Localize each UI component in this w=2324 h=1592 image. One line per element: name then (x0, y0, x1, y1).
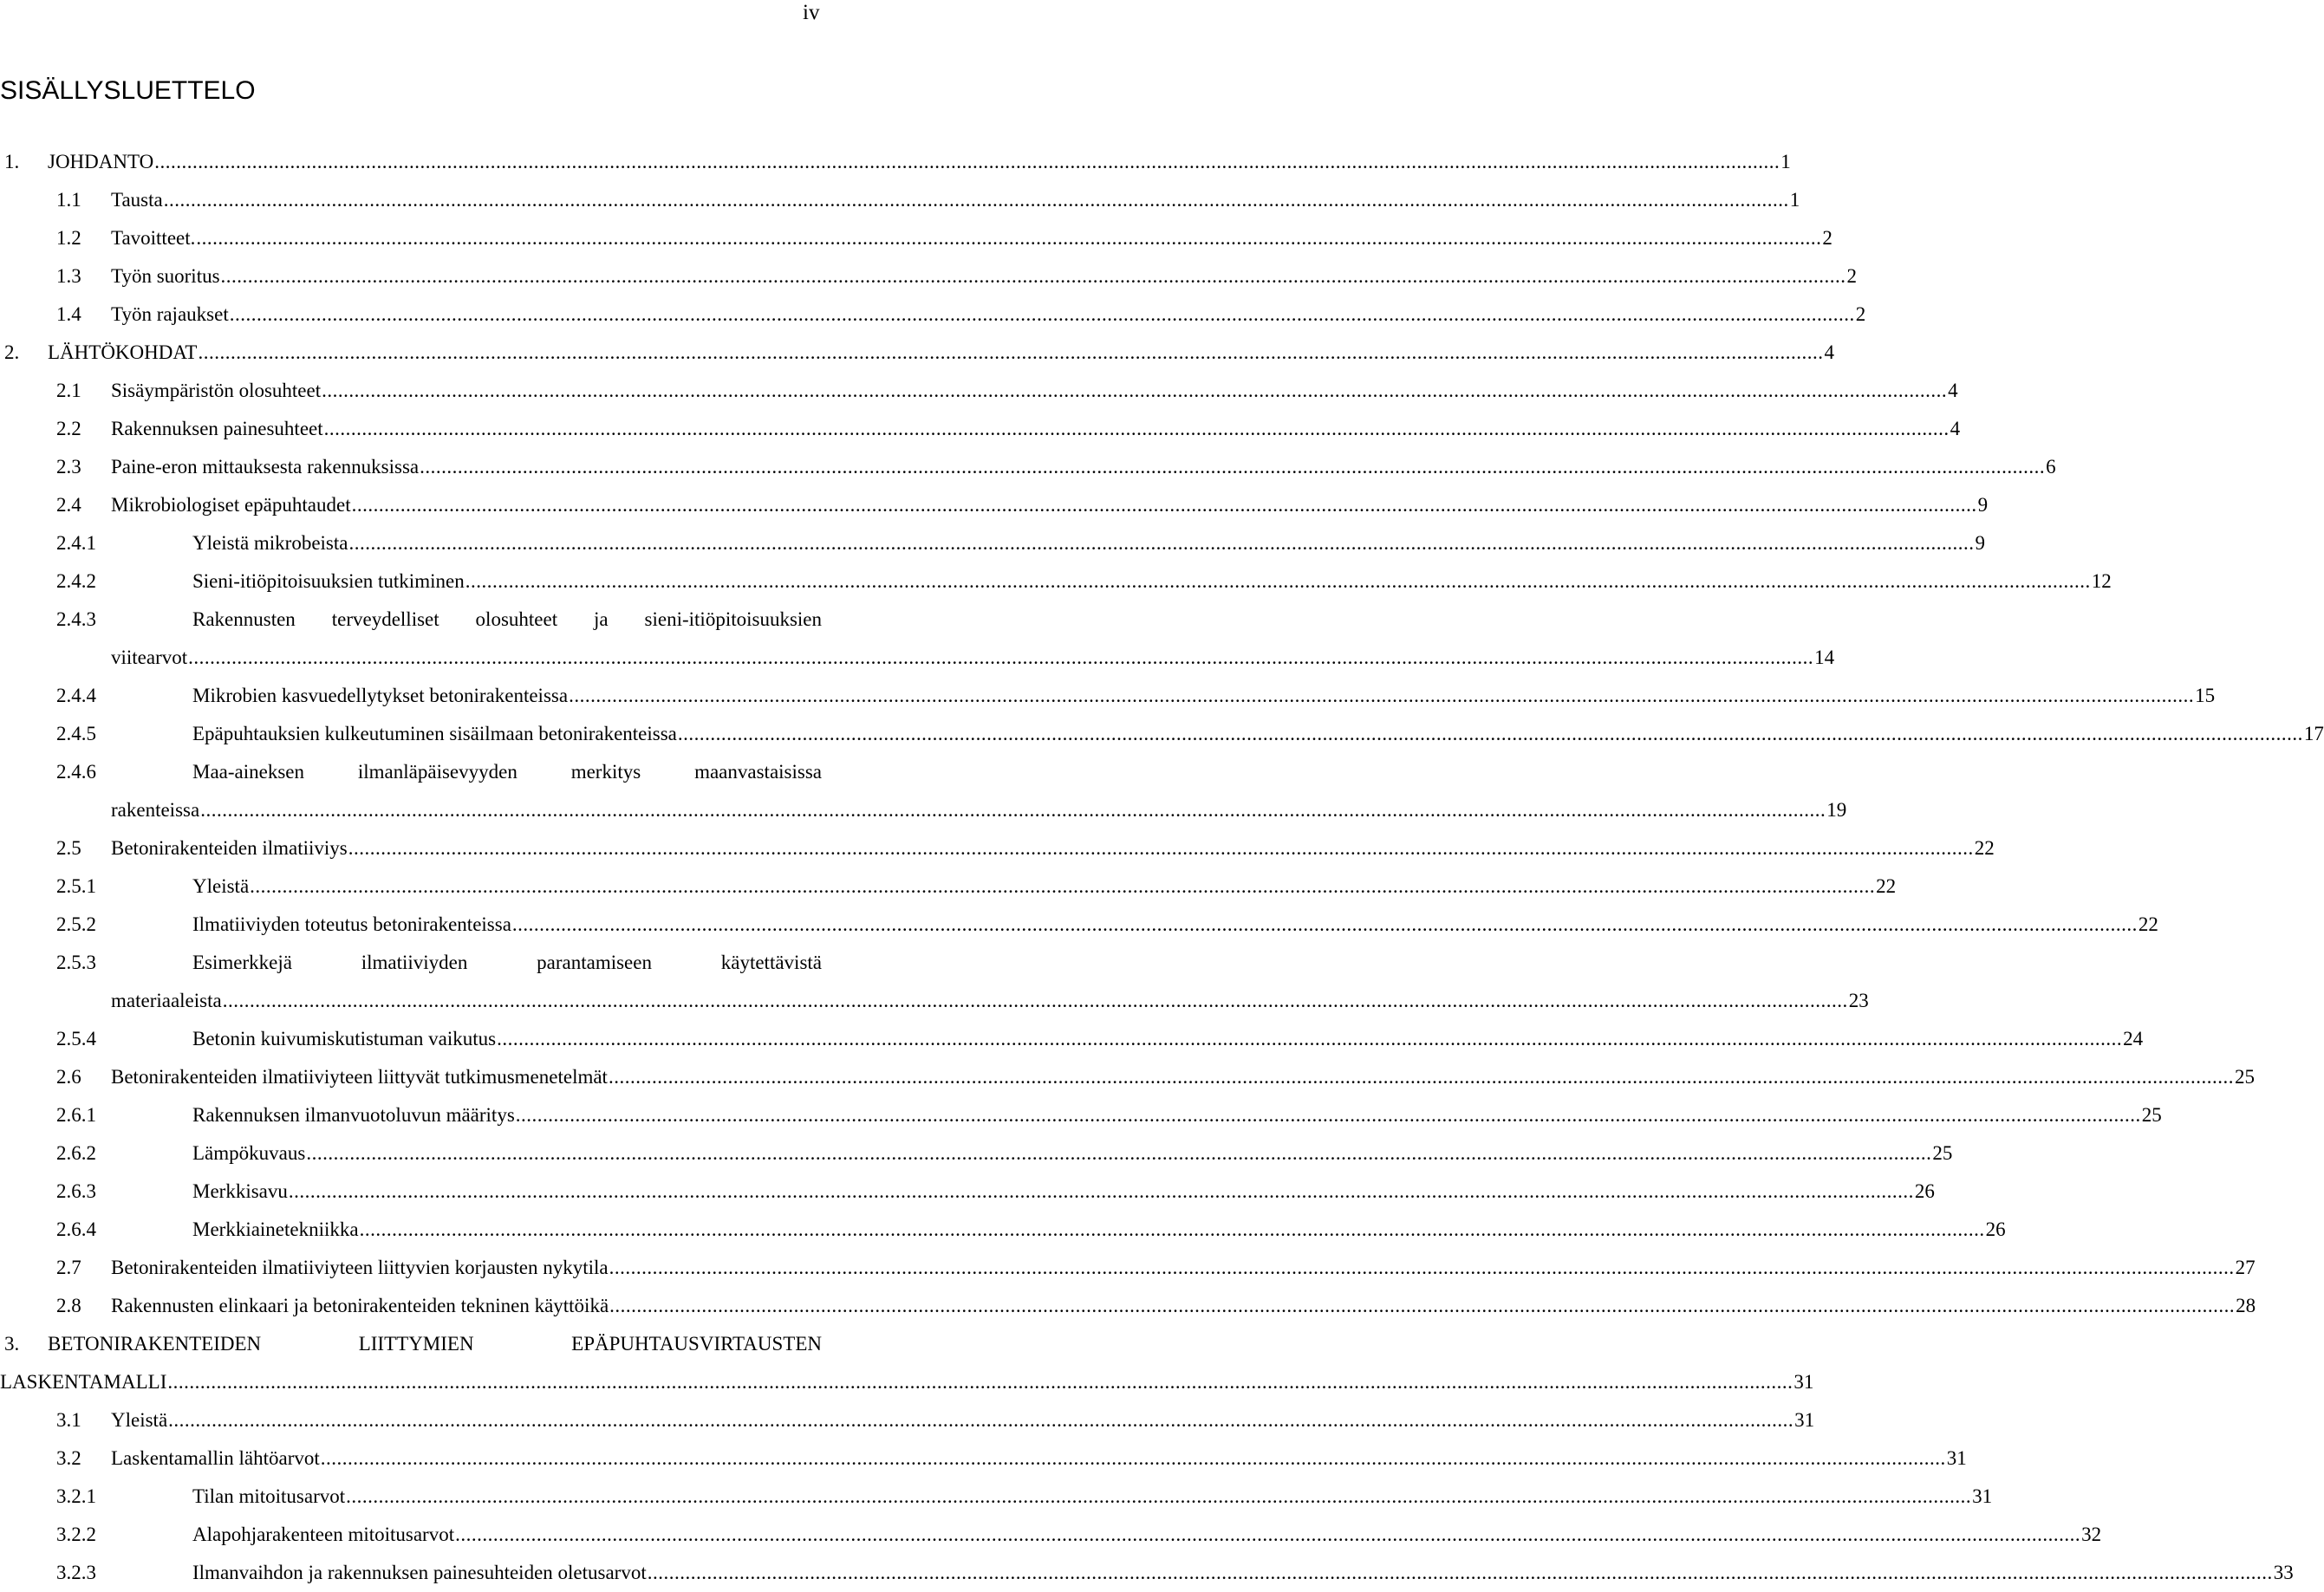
toc-entry[interactable] (0, 677, 2216, 715)
toc-entry-number: 2.5.3 (56, 952, 96, 973)
toc-leader-dots: ............................................................................................................................................................................................................................................................................................................ (351, 494, 1977, 516)
toc-entry-number: 3.2.1 (56, 1485, 96, 1507)
table-of-contents (0, 143, 2324, 1592)
toc-leader-dots: ............................................................................................................................................................................................................................................................................................................ (200, 799, 1826, 821)
toc-entry-number: 2.6.3 (56, 1180, 96, 1202)
toc-leader-dots: ............................................................................................................................................................................................................................................................................................................ (167, 1371, 1793, 1393)
toc-page-number: 24 (2123, 1028, 2144, 1049)
toc-entry-number: 2.6.4 (56, 1218, 96, 1240)
toc-leader-dots: ............................................................................................................................................................................................................................................................................................................ (348, 532, 1975, 554)
toc-entry[interactable] (0, 334, 1834, 372)
toc-entry-title: Tausta (111, 189, 163, 211)
toc-leader-dots: ............................................................................................................................................................................................................................................................................................................ (154, 151, 1780, 172)
toc-entry-title: materiaaleista (111, 990, 222, 1011)
toc-entry[interactable] (0, 1211, 2006, 1249)
toc-entry[interactable] (0, 219, 1833, 257)
toc-entry-title: JOHDANTO (48, 151, 154, 172)
toc-page-number: 19 (1826, 799, 1847, 821)
toc-entry-number: 3.2.2 (56, 1524, 96, 1545)
toc-entry[interactable] (0, 296, 1866, 334)
toc-leader-dots: ............................................................................................................................................................................................................................................................................................................ (511, 913, 2138, 935)
toc-leader-dots: ............................................................................................................................................................................................................................................................................................................ (677, 723, 2303, 744)
toc-entry[interactable] (0, 1401, 1815, 1439)
toc-entry-title: Mikrobiologiset epäpuhtaudet (111, 494, 351, 516)
toc-leader-dots: ............................................................................................................................................................................................................................................................................................................ (609, 1257, 2235, 1278)
toc-entry[interactable] (0, 944, 822, 982)
toc-leader-dots: ............................................................................................................................................................................................................................................................................................................ (455, 1524, 2081, 1545)
toc-entry-number: 1.1 (56, 189, 81, 211)
toc-entry-title: BETONIRAKENTEIDEN LIITTYMIEN EPÄPUHTAUSVIRTAUSTEN (48, 1333, 822, 1355)
toc-entry-title: Rakennuksen painesuhteet (111, 418, 323, 439)
toc-entry[interactable] (0, 1325, 822, 1363)
toc-entry-number: 1. (4, 151, 20, 172)
toc-entry[interactable] (0, 372, 1958, 410)
toc-entry[interactable] (0, 257, 1858, 296)
toc-page-number: 15 (2195, 685, 2216, 706)
toc-entry-number: 1.4 (56, 303, 81, 325)
toc-entry-number: 3.2.3 (56, 1562, 96, 1583)
toc-entry-title: LÄHTÖKOHDAT (48, 341, 198, 363)
toc-leader-dots: ............................................................................................................................................................................................................................................................................................................ (168, 1409, 1794, 1431)
toc-entry[interactable] (0, 1020, 2144, 1058)
toc-entry-number: 2.4.1 (56, 532, 96, 554)
toc-entry[interactable] (0, 1134, 1953, 1173)
toc-entry[interactable] (0, 753, 822, 791)
toc-entry[interactable] (0, 1363, 1814, 1401)
toc-entry-title: Lämpökuvaus (192, 1142, 306, 1164)
toc-entry[interactable] (0, 829, 1995, 867)
toc-entry-title: Alapohjarakenteen mitoitusarvot (192, 1524, 455, 1545)
toc-entry-number: 2.4.4 (56, 685, 96, 706)
toc-entry-number: 2.4.5 (56, 723, 96, 744)
page-title: SISÄLLYSLUETTELO (0, 76, 256, 105)
toc-leader-dots: ............................................................................................................................................................................................................................................................................................................ (569, 685, 2195, 706)
toc-entry-title: Rakennusten elinkaari ja betonirakenteiden tekninen käyttöikä (111, 1295, 609, 1316)
toc-entry-title: Sisäympäristön olosuhteet (111, 380, 322, 401)
toc-entry-title: Betonirakenteiden ilmatiiviys (111, 837, 348, 859)
toc-entry-title: Tilan mitoitusarvot (192, 1485, 346, 1507)
toc-entry[interactable] (0, 1516, 2102, 1554)
toc-page-number: 14 (1814, 647, 1835, 668)
toc-entry-number: 2.8 (56, 1295, 81, 1316)
toc-entry[interactable] (0, 1554, 2294, 1592)
toc-leader-dots: ............................................................................................................................................................................................................................................................................................................ (229, 303, 1855, 325)
toc-leader-dots: ............................................................................................................................................................................................................................................................................................................ (198, 341, 1824, 363)
toc-entry-title: Merkkisavu (192, 1180, 288, 1202)
toc-page-number: 27 (2235, 1257, 2256, 1278)
toc-entry-number: 2. (4, 341, 20, 363)
toc-leader-dots: ............................................................................................................................................................................................................................................................................................................ (222, 990, 1848, 1011)
toc-entry-title: Laskentamallin lähtöarvot (111, 1447, 320, 1469)
toc-entry-number: 2.6.1 (56, 1104, 96, 1126)
toc-entry-number: 2.3 (56, 456, 81, 478)
toc-page-number: 25 (1932, 1142, 1953, 1164)
toc-entry-number: 2.5.4 (56, 1028, 96, 1049)
toc-entry-title: Yleistä (192, 875, 250, 897)
toc-leader-dots: ............................................................................................................................................................................................................................................................................................................ (250, 875, 1876, 897)
toc-leader-dots: ............................................................................................................................................................................................................................................................................................................ (188, 647, 1814, 668)
toc-page-number: 22 (1974, 837, 1995, 859)
toc-entry[interactable] (0, 982, 1869, 1020)
toc-entry-number: 2.7 (56, 1257, 81, 1278)
toc-entry-title: Betonirakenteiden ilmatiiviyteen liittyvät tutkimusmenetelmät (111, 1066, 608, 1088)
toc-page-number: 25 (2141, 1104, 2162, 1126)
toc-entry[interactable] (0, 1439, 1967, 1478)
toc-leader-dots: ............................................................................................................................................................................................................................................................................................................ (220, 265, 1846, 287)
toc-entry[interactable] (0, 1249, 2256, 1287)
toc-entry[interactable] (0, 1173, 1935, 1211)
toc-entry[interactable] (0, 562, 2112, 601)
toc-entry-title: Yleistä mikrobeista (192, 532, 348, 554)
toc-page-number: 23 (1848, 990, 1869, 1011)
toc-entry-title: viitearvot (111, 647, 188, 668)
toc-entry[interactable] (0, 906, 2158, 944)
toc-entry-title: Betonirakenteiden ilmatiiviyteen liittyvien korjausten nykytila (111, 1257, 609, 1278)
toc-entry[interactable] (0, 448, 2056, 486)
toc-leader-dots: ............................................................................................................................................................................................................................................................................................................ (306, 1142, 1932, 1164)
toc-entry[interactable] (0, 1058, 2255, 1096)
toc-entry-number: 2.1 (56, 380, 81, 401)
toc-entry[interactable] (0, 639, 1835, 677)
toc-page-number: 26 (1914, 1180, 1935, 1202)
toc-entry[interactable] (0, 867, 1897, 906)
toc-page-number: 1 (1780, 151, 1791, 172)
toc-page-number: 31 (1946, 1447, 1967, 1469)
toc-entry-title: rakenteissa (111, 799, 200, 821)
toc-entry[interactable] (0, 181, 1800, 219)
toc-entry-title: Työn rajaukset (111, 303, 229, 325)
toc-leader-dots: ............................................................................................................................................................................................................................................................................................................ (288, 1180, 1914, 1202)
toc-entry[interactable] (0, 601, 822, 639)
toc-entry-number: 2.5.2 (56, 913, 96, 935)
toc-page-number: 9 (1977, 494, 1989, 516)
toc-leader-dots: ............................................................................................................................................................................................................................................................................................................ (515, 1104, 2141, 1126)
toc-page-number: 4 (1950, 418, 1961, 439)
toc-page-number: 17 (2303, 723, 2324, 744)
toc-page-number: 32 (2081, 1524, 2102, 1545)
toc-page-number: 2 (1846, 265, 1858, 287)
toc-entry-number: 2.4.3 (56, 608, 96, 630)
toc-leader-dots: ............................................................................................................................................................................................................................................................................................................ (609, 1295, 2236, 1316)
toc-entry-title: Työn suoritus (111, 265, 220, 287)
toc-leader-dots: ............................................................................................................................................................................................................................................................................................................ (647, 1562, 2273, 1583)
toc-entry-number: 2.5 (56, 837, 81, 859)
toc-leader-dots: ............................................................................................................................................................................................................................................................................................................ (348, 837, 1974, 859)
toc-entry-number: 2.6.2 (56, 1142, 96, 1164)
toc-page-number: 31 (1794, 1409, 1815, 1431)
toc-leader-dots: ............................................................................................................................................................................................................................................................................................................ (320, 1447, 1946, 1469)
toc-entry[interactable] (0, 1287, 2256, 1325)
toc-entry-title: LASKENTAMALLI (0, 1371, 167, 1393)
toc-entry-number: 2.4 (56, 494, 81, 516)
toc-entry[interactable] (0, 715, 2324, 753)
toc-entry-number: 2.5.1 (56, 875, 96, 897)
toc-entry-title: Ilmanvaihdon ja rakennuksen painesuhteiden oletusarvot (192, 1562, 647, 1583)
toc-page-number: 28 (2236, 1295, 2256, 1316)
toc-entry-title: Merkkiainetekniikka (192, 1218, 359, 1240)
toc-entry[interactable] (0, 791, 1847, 829)
toc-entry-title: Rakennusten terveydelliset olosuhteet ja sieni-itiöpitoisuuksien (192, 608, 822, 630)
toc-entry[interactable] (0, 524, 1985, 562)
toc-entry-title: Tavoitteet. (111, 227, 196, 249)
toc-entry-number: 2.2 (56, 418, 81, 439)
toc-page-number: 9 (1975, 532, 1985, 554)
toc-entry-number: 1.2 (56, 227, 81, 249)
toc-leader-dots: ............................................................................................................................................................................................................................................................................................................ (359, 1218, 1985, 1240)
toc-entry-title: Esimerkkejä ilmatiiviyden parantamiseen käytettävistä (192, 952, 822, 973)
toc-entry-number: 3. (4, 1333, 20, 1355)
toc-page-number: 22 (1876, 875, 1897, 897)
page-number: iv (803, 1, 820, 24)
toc-page-number: 22 (2138, 913, 2158, 935)
toc-page-number: 4 (1948, 380, 1958, 401)
toc-page-number: 4 (1824, 341, 1834, 363)
toc-page-number: 12 (2091, 570, 2112, 592)
toc-leader-dots: ............................................................................................................................................................................................................................................................................................................ (163, 189, 1789, 211)
toc-entry[interactable] (0, 486, 1989, 524)
toc-page-number: 31 (1972, 1485, 1993, 1507)
toc-page-number: 2 (1855, 303, 1866, 325)
toc-leader-dots: ............................................................................................................................................................................................................................................................................................................ (346, 1485, 1972, 1507)
toc-page-number: 33 (2273, 1562, 2294, 1583)
toc-entry-title: Sieni-itiöpitoisuuksien tutkiminen (192, 570, 465, 592)
toc-entry[interactable] (0, 1096, 2162, 1134)
toc-leader-dots: ............................................................................................................................................................................................................................................................................................................ (608, 1066, 2234, 1088)
toc-entry-title: Paine-eron mittauksesta rakennuksissa (111, 456, 420, 478)
toc-entry-title: Betonin kuivumiskutistuman vaikutus (192, 1028, 497, 1049)
toc-entry[interactable] (0, 410, 1961, 448)
toc-entry-number: 3.1 (56, 1409, 81, 1431)
toc-page-number: 1 (1789, 189, 1800, 211)
toc-page-number: 2 (1822, 227, 1833, 249)
toc-page-number: 31 (1793, 1371, 1814, 1393)
toc-entry[interactable] (0, 143, 1791, 181)
toc-leader-dots: ............................................................................................................................................................................................................................................................................................................ (196, 227, 1822, 249)
toc-leader-dots: ............................................................................................................................................................................................................................................................................................................ (323, 418, 1950, 439)
toc-entry-number: 2.6 (56, 1066, 81, 1088)
toc-entry-title: Yleistä (111, 1409, 168, 1431)
toc-page-number: 26 (1985, 1218, 2006, 1240)
toc-page-number: 25 (2234, 1066, 2255, 1088)
toc-leader-dots: ............................................................................................................................................................................................................................................................................................................ (465, 570, 2091, 592)
toc-entry-number: 2.4.2 (56, 570, 96, 592)
toc-entry-title: Mikrobien kasvuedellytykset betonirakenteissa (192, 685, 569, 706)
toc-entry-number: 3.2 (56, 1447, 81, 1469)
toc-entry-title: Ilmatiiviyden toteutus betonirakenteissa (192, 913, 511, 935)
toc-entry-number: 2.4.6 (56, 761, 96, 783)
toc-leader-dots: ............................................................................................................................................................................................................................................................................................................ (497, 1028, 2123, 1049)
toc-entry-title: Epäpuhtauksien kulkeutuminen sisäilmaan betonirakenteissa (192, 723, 677, 744)
toc-entry-title: Rakennuksen ilmanvuotoluvun määritys (192, 1104, 515, 1126)
toc-entry-number: 1.3 (56, 265, 81, 287)
toc-entry[interactable] (0, 1478, 1993, 1516)
toc-leader-dots: ............................................................................................................................................................................................................................................................................................................ (420, 456, 2046, 478)
toc-page-number: 6 (2046, 456, 2056, 478)
toc-leader-dots: ............................................................................................................................................................................................................................................................................................................ (322, 380, 1948, 401)
toc-entry-title: Maa-aineksen ilmanläpäisevyyden merkitys maanvastaisissa (192, 761, 822, 783)
